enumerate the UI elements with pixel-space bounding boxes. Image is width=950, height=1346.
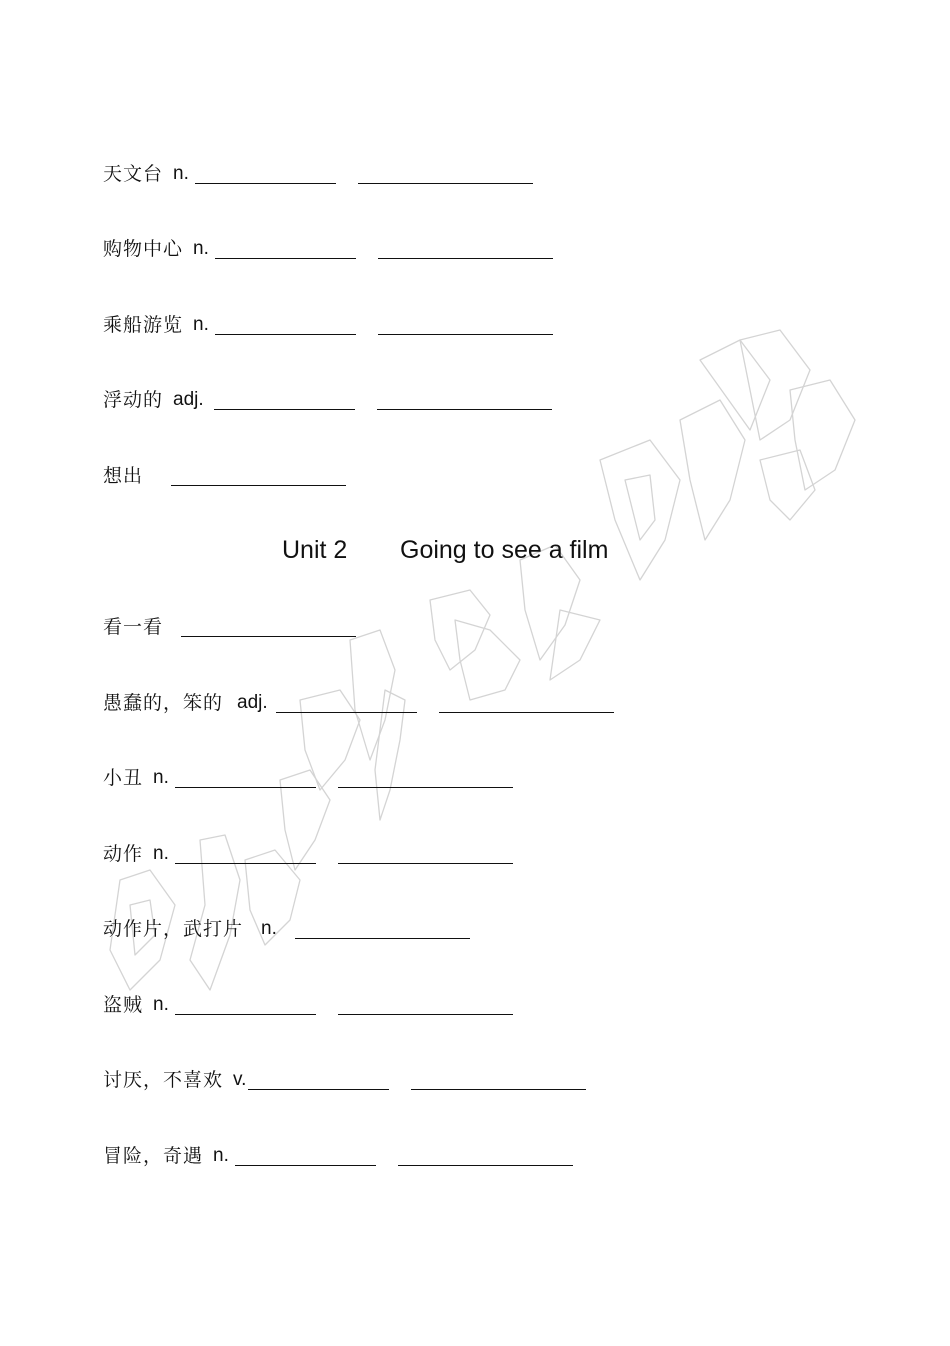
item-chinese: 动作 [103,843,144,865]
answer-blank[interactable] [295,938,470,939]
item-chinese: 看一看 [103,616,164,638]
answer-blank[interactable] [235,1165,376,1166]
vocab-item-have-a-look [103,608,356,638]
item-chinese: 浮动的 [103,389,164,411]
vocab-item-action [103,835,513,865]
item-pos: n. [153,843,169,864]
unit-heading [0,536,950,568]
answer-blank[interactable] [215,258,356,259]
item-pos: n. [213,1145,229,1166]
vocab-item-thief [103,986,513,1016]
item-chinese: 购物中心 [103,238,184,260]
item-chinese: 动作片，武打片 [103,918,244,940]
vocab-item-think-of [103,457,346,487]
answer-blank[interactable] [338,787,513,788]
item-chinese: 想出 [103,465,144,487]
answer-blank[interactable] [378,334,553,335]
answer-blank[interactable] [398,1165,573,1166]
answer-blank[interactable] [175,863,316,864]
vocab-item-observatory [103,155,533,185]
unit-number: Unit 2 [282,536,348,564]
item-chinese: 冒险，奇遇 [103,1145,204,1167]
answer-blank[interactable] [411,1089,586,1090]
vocab-item-adventure [103,1137,573,1167]
answer-blank[interactable] [338,1014,513,1015]
item-chinese: 盗贼 [103,994,144,1016]
vocab-item-boat-tour [103,306,553,336]
answer-blank[interactable] [175,787,316,788]
item-pos: v. [233,1069,247,1090]
answer-blank[interactable] [439,712,614,713]
vocab-item-shopping-mall [103,230,553,260]
item-pos: adj. [237,692,268,713]
item-pos: n. [193,238,209,259]
unit-title: Going to see a film [400,536,609,564]
answer-blank[interactable] [175,1014,316,1015]
item-pos: n. [153,767,169,788]
item-chinese: 乘船游览 [103,314,184,336]
item-chinese: 讨厌，不喜欢 [103,1069,224,1091]
item-pos: adj. [173,389,204,410]
answer-blank[interactable] [181,636,356,637]
answer-blank[interactable] [378,258,553,259]
vocab-item-floating [103,381,552,411]
item-pos: n. [261,918,277,939]
answer-blank[interactable] [248,1089,389,1090]
item-pos: n. [173,163,189,184]
answer-blank[interactable] [358,183,533,184]
answer-blank[interactable] [214,409,355,410]
vocab-item-clown [103,759,513,789]
answer-blank[interactable] [338,863,513,864]
vocab-item-silly [103,684,614,714]
vocab-item-dislike [103,1061,586,1091]
answer-blank[interactable] [377,409,552,410]
answer-blank[interactable] [276,712,417,713]
answer-blank[interactable] [215,334,356,335]
item-chinese: 愚蠢的，笨的 [103,692,224,714]
vocab-item-action-film [103,910,470,940]
answer-blank[interactable] [195,183,336,184]
answer-blank[interactable] [171,485,346,486]
item-chinese: 天文台 [103,163,164,185]
item-pos: n. [193,314,209,335]
item-pos: n. [153,994,169,1015]
item-chinese: 小丑 [103,767,144,789]
